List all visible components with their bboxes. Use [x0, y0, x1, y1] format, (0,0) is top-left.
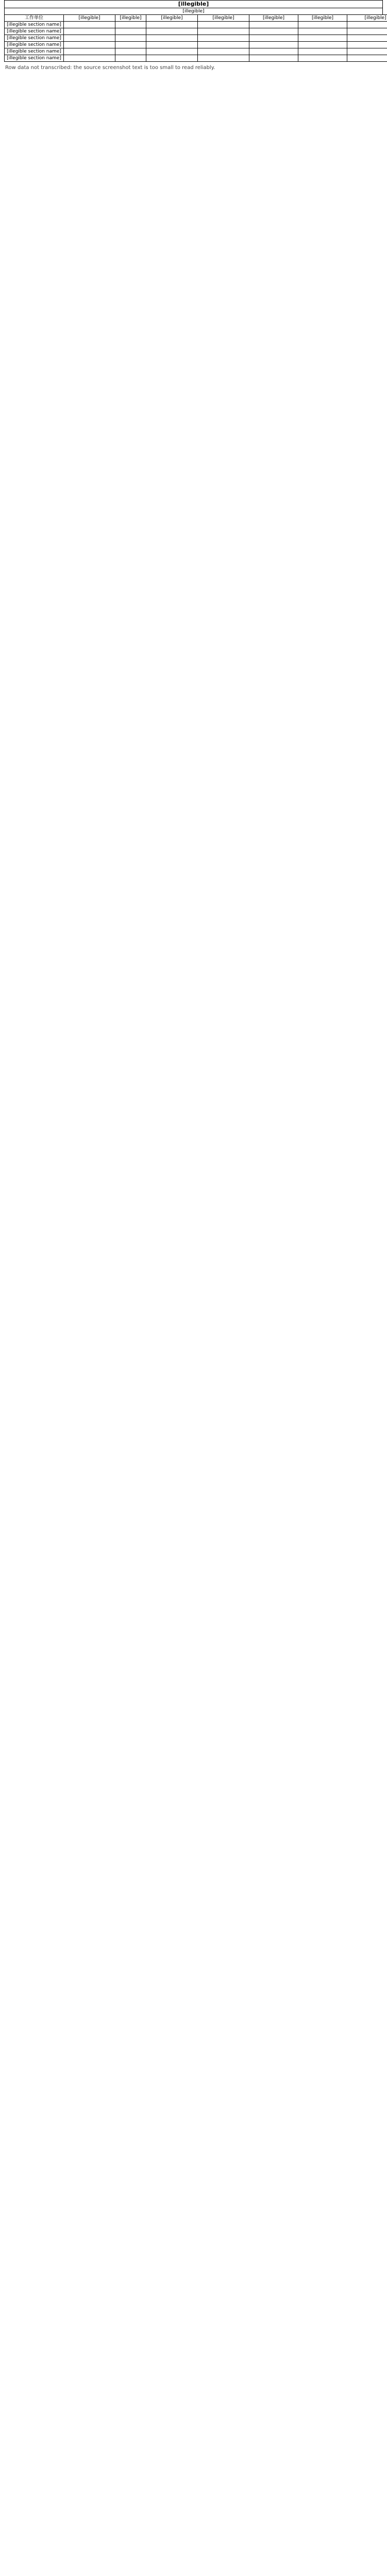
- section-name: [illegible section name]: [5, 42, 64, 48]
- col-header: [illegible]: [249, 15, 298, 22]
- header-row: [5, 15, 387, 22]
- table-body: [5, 22, 387, 62]
- col-header: [illegible]: [298, 15, 347, 22]
- table-cell: [146, 48, 198, 55]
- table-cell: [64, 22, 115, 28]
- table-cell: [298, 42, 347, 48]
- col-header: [illegible]: [347, 15, 387, 22]
- table-cell: [146, 55, 198, 62]
- table-cell: [146, 42, 198, 48]
- table-cell: [115, 42, 146, 48]
- table-cell: [198, 35, 249, 42]
- sheet-title: [illegible]: [4, 0, 383, 8]
- col-header: [illegible]: [115, 15, 146, 22]
- table-cell: [198, 28, 249, 35]
- table-row: [5, 35, 387, 42]
- table-cell: [298, 35, 347, 42]
- table-row: [5, 48, 387, 55]
- table-cell: [298, 22, 347, 28]
- table-cell: [347, 28, 387, 35]
- table-cell: [64, 48, 115, 55]
- table-cell: [249, 28, 298, 35]
- table-cell: [115, 55, 146, 62]
- table-cell: [115, 48, 146, 55]
- table-cell: [64, 55, 115, 62]
- table-row: [5, 55, 387, 62]
- section-name: [illegible section name]: [5, 55, 64, 62]
- table-cell: [347, 55, 387, 62]
- table-cell: [64, 28, 115, 35]
- table-cell: [64, 42, 115, 48]
- data-table: [4, 14, 387, 62]
- col-header: 工作单位: [5, 15, 64, 22]
- table-cell: [115, 35, 146, 42]
- table-cell: [347, 48, 387, 55]
- sheet-subtitle: [illegible]: [4, 8, 383, 14]
- table-cell: [249, 42, 298, 48]
- section-name: [illegible section name]: [5, 48, 64, 55]
- col-header: [illegible]: [198, 15, 249, 22]
- table-cell: [64, 35, 115, 42]
- table-cell: [347, 22, 387, 28]
- table-cell: [146, 28, 198, 35]
- table-cell: [298, 48, 347, 55]
- section-name: [illegible section name]: [5, 35, 64, 42]
- table-cell: [298, 28, 347, 35]
- table-cell: [249, 48, 298, 55]
- table-row: [5, 42, 387, 48]
- table-cell: [198, 55, 249, 62]
- section-name: [illegible section name]: [5, 22, 64, 28]
- table-cell: [347, 42, 387, 48]
- table-cell: [249, 55, 298, 62]
- spreadsheet: [4, 0, 386, 74]
- table-cell: [249, 22, 298, 28]
- table-cell: [298, 55, 347, 62]
- table-cell: [198, 42, 249, 48]
- table-cell: [198, 22, 249, 28]
- col-header: [illegible]: [146, 15, 198, 22]
- table-cell: [198, 48, 249, 55]
- section-name: [illegible section name]: [5, 28, 64, 35]
- table-row: [5, 22, 387, 28]
- table-cell: [249, 35, 298, 42]
- table-cell: [115, 22, 146, 28]
- transcription-note: Row data not transcribed: the source screenshot text is too small to read reliably.: [5, 65, 215, 71]
- col-header: [illegible]: [64, 15, 115, 22]
- table-cell: [347, 35, 387, 42]
- table-cell: [115, 28, 146, 35]
- table-cell: [146, 35, 198, 42]
- table-row: [5, 28, 387, 35]
- table-cell: [146, 22, 198, 28]
